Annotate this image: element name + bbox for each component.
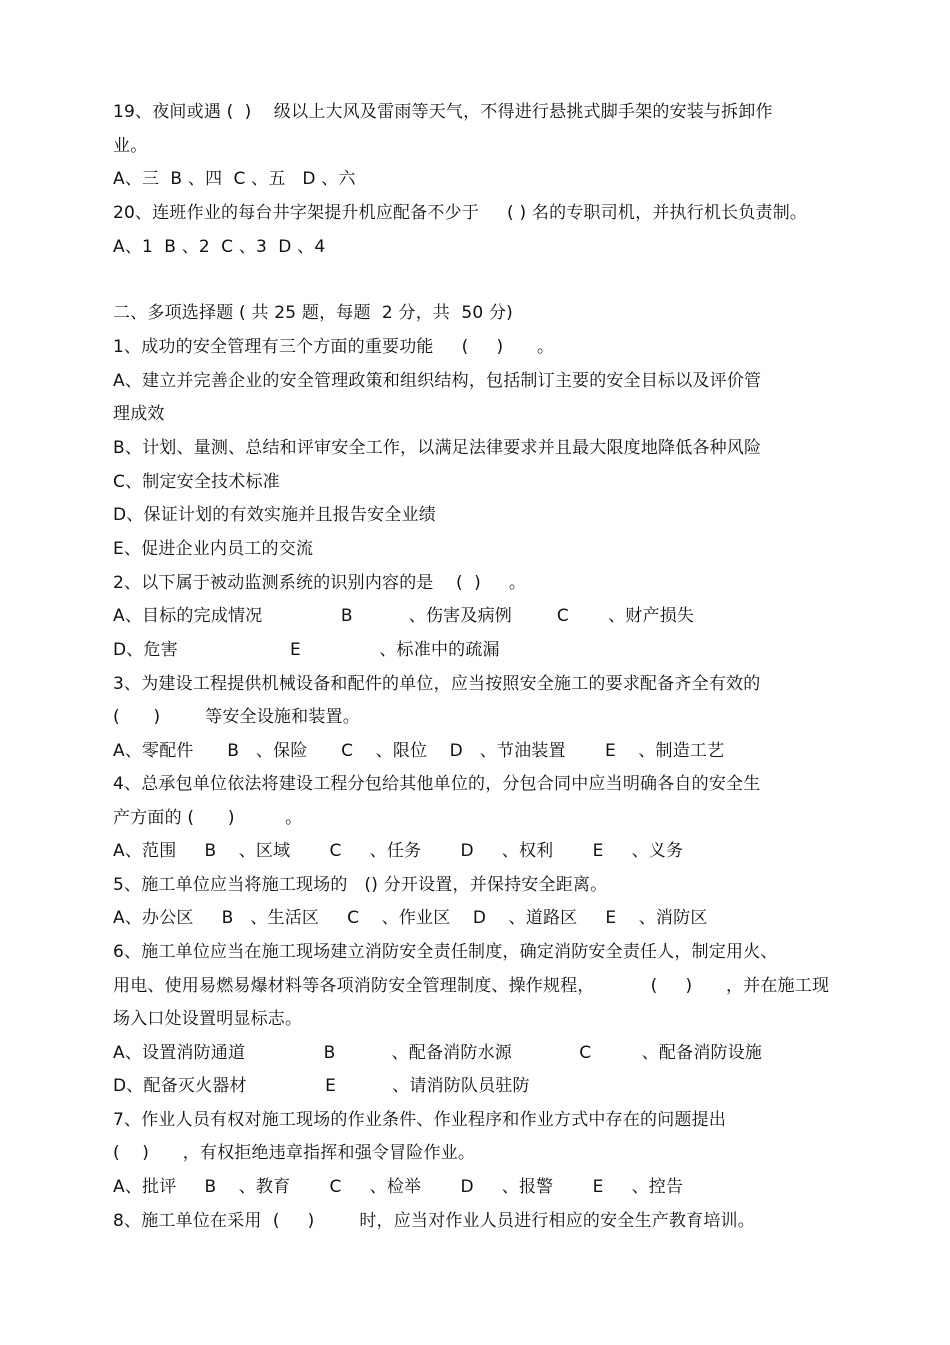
question-19-stem: 19、夜间或遇 ( ) 级以上大风及雷雨等天气，不得进行悬挑式脚手架的安装与拆卸作 [113, 102, 773, 122]
mc-question-7-stem: 7、作业人员有权对施工现场的作业条件、作业程序和作业方式中存在的问题提出 [113, 1110, 727, 1130]
mc-question-6-stem-cont: 用电、使用易燃易爆材料等各项消防安全管理制度、操作规程， ( ) ，并在施工现 [113, 976, 830, 996]
mc-question-6-stem-cont2: 场入口处设置明显标志。 [113, 1009, 303, 1029]
mc-question-1-option-a-cont: 理成效 [113, 404, 165, 424]
mc-question-1-option-e: E、促进企业内员工的交流 [113, 539, 314, 559]
mc-question-4-stem-cont: 产方面的 ( ) 。 [113, 808, 303, 828]
mc-question-7-options: A、批评 B 、教育 C 、检举 D 、报警 E 、控告 [113, 1177, 684, 1197]
mc-question-4-stem: 4、总承包单位依法将建设工程分包给其他单位的，分包合同中应当明确各自的安全生 [113, 774, 761, 794]
mc-question-1-option-d: D、保证计划的有效实施并且报告安全业绩 [113, 505, 436, 525]
question-19-options: A、三 B 、四 C 、五 D 、六 [113, 169, 356, 189]
mc-question-3-stem: 3、为建设工程提供机械设备和配件的单位，应当按照安全施工的要求配备齐全有效的 [113, 674, 761, 694]
mc-question-6-options-row2: D、配备灭火器材 E 、请消防队员驻防 [113, 1076, 530, 1096]
mc-question-2-stem: 2、以下属于被动监测系统的识别内容的是 ( ) 。 [113, 573, 527, 593]
mc-question-1-option-b: B、计划、量测、总结和评审安全工作，以满足法律要求并且最大限度地降低各种风险 [113, 438, 762, 458]
mc-question-6-options-row1: A、设置消防通道 B 、配备消防水源 C 、配备消防设施 [113, 1043, 763, 1063]
mc-question-2-options-row1: A、目标的完成情况 B 、伤害及病例 C 、财产损失 [113, 606, 695, 626]
mc-question-1-option-a: A、建立并完善企业的安全管理政策和组织结构，包括制订主要的安全目标以及评价管 [113, 371, 762, 391]
mc-question-1-stem: 1、成功的安全管理有三个方面的重要功能 ( ) 。 [113, 337, 555, 357]
question-19-stem-cont: 业。 [113, 136, 148, 156]
question-20-stem: 20、连班作业的每台井字架提升机应配备不少于 ( ) 名的专职司机，并执行机长负责制。 [113, 203, 808, 223]
question-20-options: A、1 B 、2 C 、3 D 、4 [113, 237, 326, 257]
mc-question-2-options-row2: D、危害 E 、标准中的疏漏 [113, 640, 500, 660]
mc-question-5-options: A、办公区 B 、生活区 C 、作业区 D 、道路区 E 、消防区 [113, 908, 708, 928]
section-heading-multiple-choice: 二、多项选择题 ( 共 25 题，每题 2 分，共 50 分) [113, 303, 513, 323]
mc-question-5-stem: 5、施工单位应当将施工现场的 () 分开设置，并保持安全距离。 [113, 875, 608, 895]
mc-question-4-options: A、范围 B 、区域 C 、任务 D 、权利 E 、义务 [113, 841, 684, 861]
mc-question-7-stem-cont: ( ) ，有权拒绝违章指挥和强令冒险作业。 [113, 1143, 476, 1163]
mc-question-3-options: A、零配件 B 、保险 C 、限位 D 、节油装置 E 、制造工艺 [113, 741, 725, 761]
mc-question-1-option-c: C、制定安全技术标准 [113, 472, 280, 492]
mc-question-3-stem-cont: ( ) 等安全设施和装置。 [113, 707, 360, 727]
mc-question-6-stem: 6、施工单位应当在施工现场建立消防安全责任制度，确定消防安全责任人，制定用火、 [113, 942, 778, 962]
mc-question-8-stem: 8、施工单位在采用 ( ) 时，应当对作业人员进行相应的安全生产教育培训。 [113, 1211, 755, 1231]
